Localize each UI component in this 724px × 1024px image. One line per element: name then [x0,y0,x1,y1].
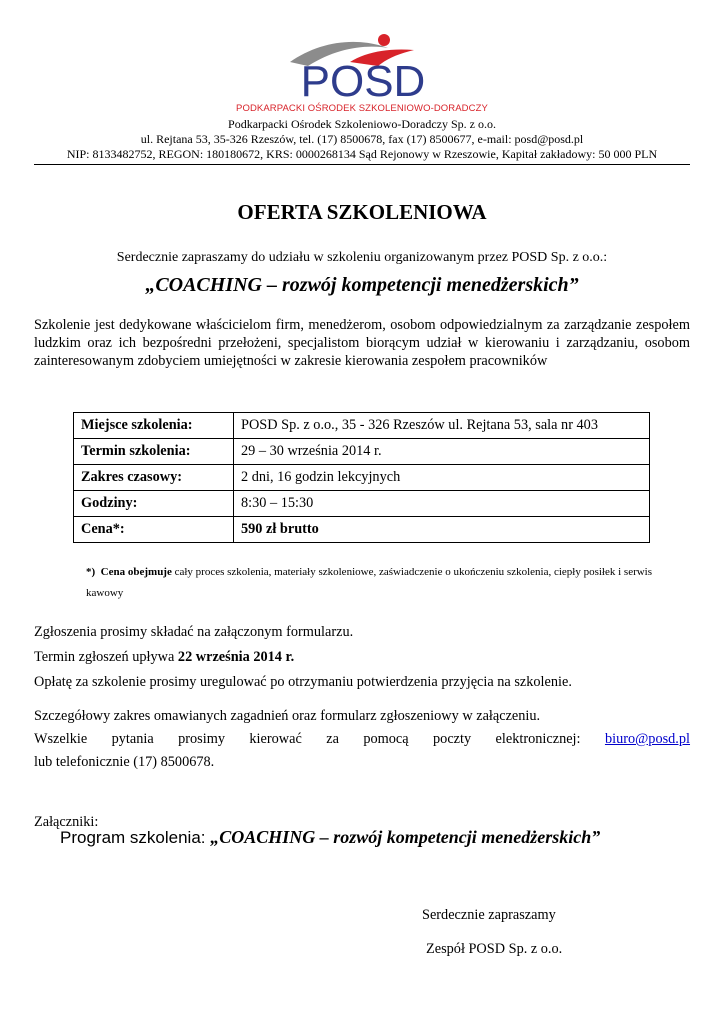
questions-label: Wszelkie pytania prosimy kierować za pomocą poczty elektronicznej: [34,731,581,747]
phone-text: lub telefonicznie (17) 8500678. [34,754,215,770]
applications-text: Zgłoszenia prosimy składać na załączonym formularzu. [34,624,354,640]
logo-text: POSD [300,57,426,106]
table-label: Zakres czasowy: [74,465,234,491]
table-value: 2 dni, 16 godzin lekcyjnych [234,465,650,491]
table-value: POSD Sp. z o.o., 35 - 326 Rzeszów ul. Rejtana 53, sala nr 403 [234,413,650,439]
price-value: 590 zł brutto [234,517,650,543]
intro-paragraph: Szkolenie jest dedykowane właścicielom firm, menedżerom, osobom odpowiedzialnym za zarządzanie zespołem ludzkim oraz ich bezpośredni przełożeni, specjalistom biorącym udział w kierowaniu i zarządzaniu, osobom zainteresowanym zdobyciem umiejętności w zakresie kierowania zespołem pracowników [34,317,690,369]
deadline-text [34,648,690,666]
table-row [74,439,650,465]
program-title: „COACHING – rozwój kompetencji menedżerskich” [210,827,601,847]
details-text: Szczegółowy zakres omawianych zagadnień oraz formularz zgłoszeniowy w załączeniu. [34,708,541,724]
training-info-table [73,412,650,543]
table-label: Miejsce szkolenia: [74,413,234,439]
footnote-marker: *) [86,566,96,578]
course-title: „COACHING – rozwój kompetencji menedżerskich” [145,274,579,296]
deadline-date: 22 września 2014 r. [177,649,295,665]
payment-text: Opłatę za szkolenie prosimy uregulować po otrzymaniu potwierdzenia przyjęcia na szkolenie. [34,674,572,690]
footnote-text: cały proces szkolenia, materiały szkoleniowe, zaświadczenie o ukończeniu szkolenia, ciepły posiłek i serwis kawowy [86,566,653,599]
table-row [74,491,650,517]
closing-text: Serdecznie zapraszamy [422,907,556,923]
table-row [74,465,650,491]
header-line-2: ul. Rejtana 53, 35-326 Rzeszów, tel. (17) 8500678, fax (17) 8500677, e-mail: posd@posd.pl [140,132,584,146]
attachments-label: Załączniki: [34,814,99,830]
table-row [74,413,650,439]
document-title: OFERTA SZKOLENIOWA [237,200,487,224]
table-label: Cena*: [74,517,234,543]
questions-text [34,730,690,748]
signature: Zespół POSD Sp. z o.o. [426,941,563,957]
table-value: 29 – 30 września 2014 r. [234,439,650,465]
invitation-text: Serdecznie zapraszamy do udziału w szkoleniu organizowanym przez POSD Sp. z o.o.: [116,250,608,265]
header-line-1: Podkarpacki Ośrodek Szkoleniowo-Doradczy Sp. z o.o. [228,117,496,131]
program-attachment [60,827,710,848]
table-value: 8:30 – 15:30 [234,491,650,517]
header-line-3: NIP: 8133482752, REGON: 180180672, KRS: 0000268134 Sąd Rejonowy w Rzeszowie, Kapitał zakładowy: 50 000 PLN [66,147,658,161]
table-label: Termin szkolenia: [74,439,234,465]
price-footnote [86,562,666,604]
email-link[interactable]: biuro@posd.pl [604,731,691,747]
header-divider [34,164,690,165]
table-label: Godziny: [74,491,234,517]
program-prefix: Program szkolenia: [60,828,211,847]
org-subtitle: PODKARPACKI OŚRODEK SZKOLENIOWO-DORADCZY [236,103,488,114]
deadline-prefix: Termin zgłoszeń upływa [34,649,178,665]
table-row [74,517,650,543]
footnote-bold: Cena obejmuje [100,566,172,578]
